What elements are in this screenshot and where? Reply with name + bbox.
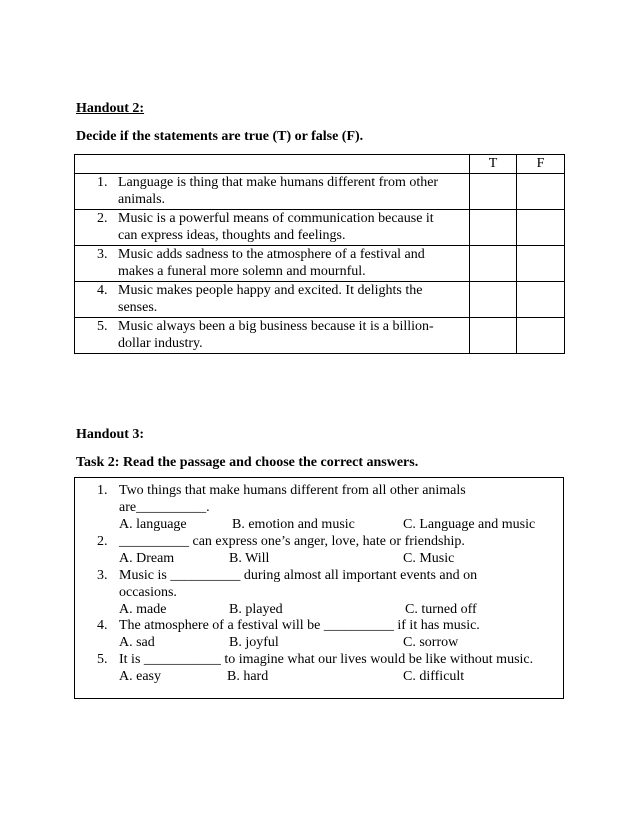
- question-text: Music is __________ during almost all important events and on: [119, 568, 478, 583]
- statement-text-cont: makes a funeral more solemn and mournful.: [118, 264, 366, 279]
- question-text: __________ can express one’s anger, love, hate or friendship.: [119, 534, 465, 549]
- false-answer-cell[interactable]: [517, 282, 565, 318]
- table-row: [75, 282, 565, 318]
- multiple-choice-box: [74, 477, 564, 699]
- option-b[interactable]: B. hard: [227, 669, 269, 684]
- table-row: [75, 318, 565, 354]
- question-text: Two things that make humans different from all other animals: [119, 483, 466, 498]
- option-b[interactable]: B. Will: [229, 551, 270, 566]
- statement-number: 2.: [97, 211, 108, 226]
- statement-header-cell: [75, 155, 470, 174]
- handout-2-instruction: Decide if the statements are true (T) or false (F).: [76, 129, 364, 144]
- statement-text-cont: dollar industry.: [118, 336, 203, 351]
- option-a[interactable]: A. language: [119, 517, 187, 532]
- false-answer-cell[interactable]: [517, 174, 565, 210]
- true-false-table: [74, 154, 565, 354]
- statement-text-cont: animals.: [118, 192, 166, 207]
- statement-number: 5.: [97, 319, 108, 334]
- true-column-header: T: [470, 155, 517, 174]
- question-number: 1.: [97, 483, 108, 498]
- false-answer-cell[interactable]: [517, 246, 565, 282]
- true-answer-cell[interactable]: [470, 210, 517, 246]
- statement-text-cont: senses.: [118, 300, 158, 315]
- statement-number: 4.: [97, 283, 108, 298]
- question-text: It is ___________ to imagine what our lives would be like without music.: [119, 652, 534, 667]
- option-a[interactable]: A. Dream: [119, 551, 175, 566]
- false-column-header: F: [517, 155, 565, 174]
- option-b[interactable]: B. played: [229, 602, 283, 617]
- statement-cell: [75, 318, 470, 354]
- handout-2-title: Handout 2:: [76, 101, 145, 116]
- question-number: 5.: [97, 652, 108, 667]
- option-c[interactable]: C. turned off: [405, 602, 477, 617]
- handout-3-title: Handout 3:: [76, 427, 145, 442]
- statement-text: Music is a powerful means of communication because it: [118, 211, 434, 226]
- handout-3-instruction: Task 2: Read the passage and choose the correct answers.: [76, 455, 419, 470]
- question-number: 4.: [97, 618, 108, 633]
- statement-cell: [75, 246, 470, 282]
- option-c[interactable]: C. difficult: [403, 669, 465, 684]
- statement-number: 1.: [97, 175, 108, 190]
- option-b[interactable]: B. joyful: [229, 635, 279, 650]
- option-a[interactable]: A. made: [119, 602, 167, 617]
- true-answer-cell[interactable]: [470, 246, 517, 282]
- statement-text: Music adds sadness to the atmosphere of a festival and: [118, 247, 425, 262]
- question-text-cont: are__________.: [119, 500, 210, 515]
- table-row: [75, 246, 565, 282]
- question-number: 2.: [97, 534, 108, 549]
- option-a[interactable]: A. sad: [119, 635, 155, 650]
- statement-text: Music always been a big business because it is a billion-: [118, 319, 434, 334]
- table-row: [75, 174, 565, 210]
- true-answer-cell[interactable]: [470, 282, 517, 318]
- statement-cell: [75, 210, 470, 246]
- false-answer-cell[interactable]: [517, 318, 565, 354]
- option-a[interactable]: A. easy: [119, 669, 161, 684]
- question-text-cont: occasions.: [119, 585, 177, 600]
- table-row: [75, 210, 565, 246]
- question-number: 3.: [97, 568, 108, 583]
- statement-text-cont: can express ideas, thoughts and feelings.: [118, 228, 346, 243]
- statement-text: Music makes people happy and excited. It delights the: [118, 283, 423, 298]
- option-c[interactable]: C. sorrow: [403, 635, 459, 650]
- statement-cell: [75, 282, 470, 318]
- false-answer-cell[interactable]: [517, 210, 565, 246]
- option-c[interactable]: C. Language and music: [403, 517, 536, 532]
- option-c[interactable]: C. Music: [403, 551, 455, 566]
- option-b[interactable]: B. emotion and music: [232, 517, 355, 532]
- true-answer-cell[interactable]: [470, 174, 517, 210]
- statement-cell: [75, 174, 470, 210]
- statement-text: Language is thing that make humans different from other: [118, 175, 439, 190]
- table-header-row: [75, 155, 565, 174]
- question-text: The atmosphere of a festival will be __________ if it has music.: [119, 618, 480, 633]
- true-answer-cell[interactable]: [470, 318, 517, 354]
- statement-number: 3.: [97, 247, 108, 262]
